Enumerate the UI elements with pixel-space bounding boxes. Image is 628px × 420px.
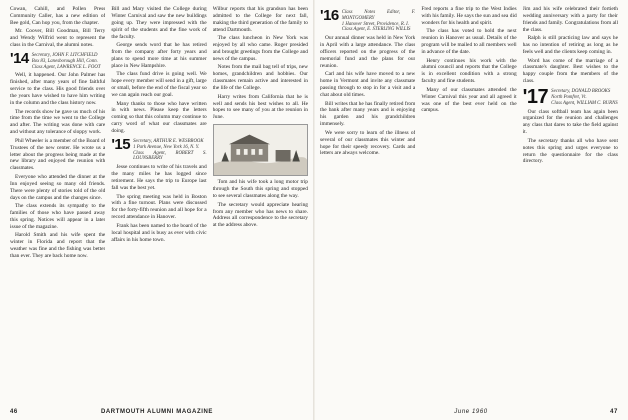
paragraph: Ralph is still practicing law and says he has no intention of retiring as long as he feels well and the clients keep coming in.: [522, 35, 618, 56]
paragraph: Mr. Coover, Bill Goodman, Bill Terry and Wendy Wilfrid went to represent the class in the Carnival, the alumni notes.: [10, 28, 106, 49]
class-secretary: Secretary, JOHN F. LITCHFIELD: [31, 53, 98, 59]
class-officers: [32, 52, 101, 70]
class-address: Box 83, Lanesborough Hill, Conn.: [31, 58, 98, 64]
paragraph: Bill and Mary visited the College during Winter Carnival and saw the new buildings going up. They were impressed with the spirit of the students and the fine work of the faculty.: [111, 6, 207, 40]
paragraph: Our annual dinner was held in New York in April with a large attendance. The class officers reported on the progress of the memorial fund and the plans for our reunion.: [320, 35, 416, 69]
paragraph: Bill writes that he has finally retired from the bank after many years and is enjoying his garden and his grandchildren immensely.: [320, 100, 416, 128]
class-heading-17: [522, 86, 618, 109]
paragraph: Word has come of the marriage of a classmate's daughter. Best wishes to the happy couple from the members of the class.: [522, 57, 618, 85]
column-4: [320, 6, 415, 402]
class-officers: [551, 88, 618, 106]
class-year: '16: [320, 7, 339, 24]
paragraph: Many of our classmates attended the Winter Carnival this year and all agreed it was one of the best ever held on the campus.: [421, 86, 517, 114]
paragraph: Harold Smith and his wife spent the winter in Florida and report that the weather was fine and the fishing was better than ever. They are back home now.: [10, 232, 106, 260]
paragraph: Many thanks to those who have written in with news. Please keep the letters coming so that this column may continue to carry word of what our classmates are doing.: [111, 100, 207, 135]
paragraph: Tom and his wife took a long motor trip through the South this spring and stopped to see several classmates along the way.: [212, 179, 308, 200]
right-page: [314, 0, 628, 420]
class-agent: Class Agent, WILLIAM C. BURNS: [551, 100, 618, 106]
paragraph: The secretary would appreciate hearing from any member who has news to share. Address all correspondence to the secretary at the address above.: [212, 201, 308, 229]
paragraph: We were sorry to learn of the illness of several of our classmates this winter and hope for their speedy recovery. Cards and letters are always welcome.: [320, 129, 416, 157]
paragraph: The spring meeting was held in Boston with a fine turnout. Plans were discussed for the forty-fifth reunion and all hope for a record attendance in Hanover.: [111, 193, 207, 221]
column-1: [10, 6, 105, 402]
class-secretary: Class Notes Editor, F. MONTGOMERY: [341, 10, 416, 21]
class-agent: Class Agent, LAWRENCE L. FOOT: [31, 64, 101, 70]
paragraph: Our class softball team has again been organized for the reunion and challenges any class that dares to take the field against it.: [522, 108, 618, 136]
paragraph: The records show he gave us much of his time from the time we went to the College and after. The writing was done with care and without any tolerance of sloppy work.: [10, 108, 106, 136]
issue-date: June 1960: [454, 409, 488, 415]
class-officers: [133, 138, 207, 162]
class-agent: Class Agent, E. STERLING WILLIS: [341, 27, 411, 33]
paragraph: The class has voted to hold the next reunion in Hanover as usual. Details of the program will be mailed to all members well in advance of the date.: [421, 28, 517, 56]
building-illustration-icon: [214, 125, 307, 175]
paragraph: George sends word that he has retired from the company after forty years and plans to spend more time at his summer place in New Hampshire.: [111, 42, 207, 69]
paragraph: Well, it happened. Our John Palmer has finished, after many years of fine faithful service to the class. His good friends over the years have wished to have him writing in the column and the class history now.: [10, 72, 106, 107]
column-3: [213, 6, 308, 402]
paragraph: Carl and his wife have moved to a new home in Vermont and invite any classmate passing through to stop in for a visit and a chat about old times.: [320, 71, 416, 99]
paragraph: Jim and his wife celebrated their fortieth wedding anniversary with a party for their friends and family. Congratulations from all the class.: [522, 6, 618, 33]
class-heading-15: [111, 138, 206, 162]
paragraph: Cowan, Cahill, and Pollen Press Community Caller, has a new edition of Bee gold, Can hop you, from the chapter.: [10, 6, 106, 26]
column-2: [111, 6, 206, 402]
paragraph: The secretary thanks all who have sent notes this spring and urges everyone to return the questionnaire for the class directory.: [522, 137, 618, 165]
paragraph: The class luncheon in New York was enjoyed by all who came. Roger presided and brought greetings from the College and news of the campus.: [212, 35, 308, 62]
paragraph: Jesse continues to write of his travels and the many miles he has logged since retirement. He says the trip to Europe last fall was the best yet.: [111, 164, 207, 191]
paragraph: Frank has been named to the board of the local hospital and is busy as ever with civic affairs in his home town.: [111, 222, 207, 243]
paragraph: Wilbur reports that his grandson has been admitted to the College for next fall, making the third generation of the family to attend Dartmouth.: [212, 6, 308, 33]
class-address: 1 Park Avenue, New York 16, N. Y.: [133, 144, 200, 150]
paragraph: Harry writes from California that he is well and sends his best wishes to all. He hopes to see many of you at the reunion in June.: [212, 93, 308, 121]
column-5: [421, 6, 516, 402]
paragraph: Henry continues his work with the alumni council and reports that the College is in excellent condition with a strong faculty and fine students.: [421, 57, 517, 85]
class-address: 1 Hanover Street, Providence, R. I.: [341, 21, 409, 27]
class-heading-14: [10, 52, 105, 70]
class-secretary: Secretary, DONALD BROOKS: [551, 89, 611, 95]
paragraph: Fred reports a fine trip to the West Indies with his family. He says the sun and sea did wonders for his health and spirit.: [421, 6, 517, 26]
paragraph: Notes from the mail bag tell of trips, new homes, grandchildren and hobbies. Our classmates remain active and interested in the life of the College.: [212, 64, 308, 92]
paragraph: Phil Wheeler is a member of the Board of Trustees of the new center. He wrote us a letter about the progress being made at the new library and enjoyed the reunion with classmates.: [10, 137, 106, 172]
class-heading-16: [320, 9, 415, 33]
magazine-title: DARTMOUTH ALUMNI MAGAZINE: [100, 409, 214, 415]
class-address: North Pomfret, Vt.: [551, 94, 587, 100]
column-6: [523, 6, 618, 402]
page-number: 46: [10, 409, 18, 415]
class-year: '15: [111, 136, 131, 154]
paragraph: The class extends its sympathy to the families of those who have passed away this spring. Notices will appear in a later issue of the magazine.: [10, 203, 106, 230]
class-year: '14: [10, 50, 29, 68]
paragraph: The class fund drive is going well. We hope every member will send in a gift, large or small, before the end of the fiscal year so we can again reach our goal.: [111, 71, 207, 99]
illustration: [213, 124, 308, 176]
class-officers: [342, 9, 416, 33]
class-secretary: Secretary, ARTHUR E. WESBROOK: [133, 139, 204, 145]
page-number: 47: [610, 409, 618, 415]
paragraph: Everyone who attended the dinner at the Inn enjoyed seeing so many old friends. There were plenty of stories told of the old days on the campus and the changes since.: [10, 173, 106, 201]
class-agent: Class Agent, ROBERT S. LOUNSBERRY: [133, 150, 207, 162]
class-year: '17: [522, 86, 549, 109]
